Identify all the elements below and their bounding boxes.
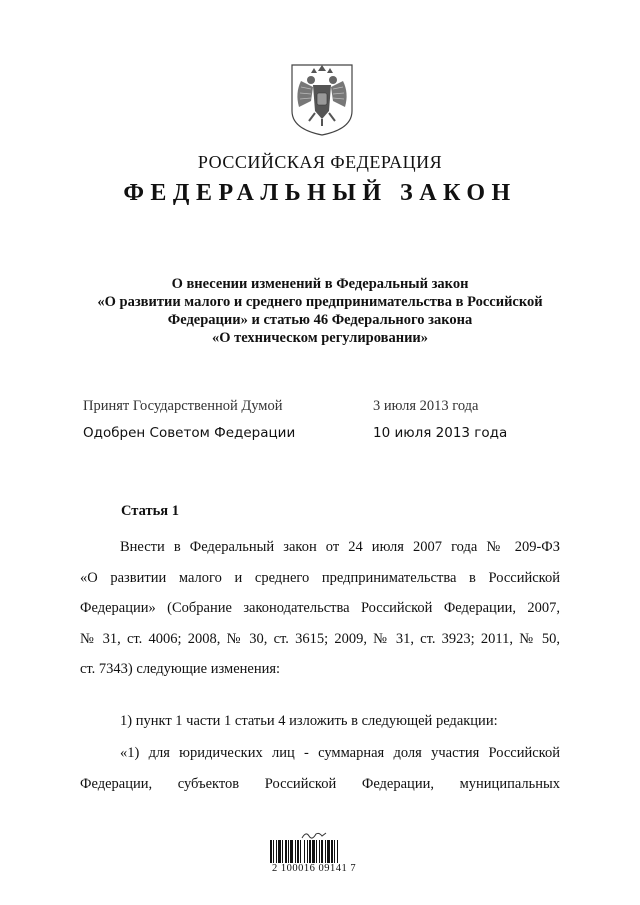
barcode-bar bbox=[327, 840, 330, 863]
barcode-bar bbox=[278, 840, 281, 863]
council-approval-label: Одобрен Советом Федерации bbox=[83, 425, 296, 441]
barcode-bar bbox=[307, 840, 308, 863]
barcode-bars bbox=[270, 840, 356, 863]
council-approval-row bbox=[83, 425, 523, 445]
duma-adoption-label: Принят Государственной Думой bbox=[83, 398, 283, 414]
barcode-bar bbox=[337, 840, 338, 863]
barcode-number: 2 100016 09141 7 bbox=[271, 863, 357, 874]
barcode-bar bbox=[325, 840, 326, 863]
paragraph-line: № 31, ст. 4006; 2008, № 30, ст. 3615; 2009, № 31, ст. 3923; 2011, № 50, bbox=[80, 630, 560, 647]
law-title-line: «О техническом регулировании» bbox=[211, 330, 429, 346]
signature-mark-icon bbox=[300, 830, 328, 840]
barcode-bar bbox=[304, 840, 305, 863]
document-barcode bbox=[266, 830, 362, 880]
barcode-bar bbox=[273, 840, 274, 863]
article-paragraph-2 bbox=[80, 706, 560, 737]
article-heading: Статья 1 bbox=[121, 503, 179, 519]
paragraph-line: Федерации, субъектов Российской Федерации, муниципальных bbox=[80, 775, 560, 792]
paragraph-line: «1) для юридических лиц - суммарная доля участия Российской bbox=[120, 745, 560, 761]
barcode-bar bbox=[334, 840, 335, 863]
paragraph-line: Внести в Федеральный закон от 24 июля 2007 года № 209-ФЗ bbox=[120, 539, 560, 555]
coat-of-arms-emblem bbox=[289, 63, 355, 137]
barcode-bar bbox=[331, 840, 333, 863]
paragraph-line: ст. 7343) следующие изменения: bbox=[80, 661, 281, 677]
barcode-bar bbox=[285, 840, 287, 863]
duma-adoption-row bbox=[83, 398, 523, 418]
barcode-bar bbox=[276, 840, 277, 863]
barcode-bar bbox=[319, 840, 320, 863]
law-title-line: «О развитии малого и среднего предпринимательства в Российской bbox=[97, 294, 543, 310]
paragraph-line: 1) пункт 1 части 1 статьи 4 изложить в следующей редакции: bbox=[120, 713, 498, 729]
barcode-bar bbox=[295, 840, 296, 863]
law-type-heading: ФЕДЕРАЛЬНЫЙ ЗАКОН bbox=[123, 180, 517, 206]
double-headed-eagle-icon bbox=[289, 63, 355, 137]
council-approval-date: 10 июля 2013 года bbox=[373, 425, 508, 441]
barcode-bar bbox=[282, 840, 283, 863]
barcode-bar bbox=[321, 840, 323, 863]
country-name: РОССИЙСКАЯ ФЕДЕРАЦИЯ bbox=[197, 152, 443, 172]
barcode-bar bbox=[300, 840, 301, 863]
article-paragraph-3 bbox=[80, 738, 560, 799]
paragraph-line: Федерации» (Собрание законодательства Российской Федерации, 2007, bbox=[80, 600, 560, 616]
barcode-bar bbox=[316, 840, 317, 863]
law-title-line: О внесении изменений в Федеральный закон bbox=[171, 276, 469, 292]
barcode-bar bbox=[312, 840, 315, 863]
barcode-bar bbox=[309, 840, 311, 863]
barcode-bar bbox=[270, 840, 272, 863]
barcode-bar bbox=[297, 840, 299, 863]
law-title-line: Федерации» и статью 46 Федерального закона bbox=[167, 312, 473, 328]
paragraph-line: «О развитии малого и среднего предпринимательства в Российской bbox=[80, 569, 560, 586]
barcode-bar bbox=[290, 840, 293, 863]
article-paragraph-1 bbox=[80, 532, 560, 685]
barcode-bar bbox=[288, 840, 289, 863]
law-title bbox=[0, 275, 640, 347]
duma-adoption-date: 3 июля 2013 года bbox=[373, 398, 479, 414]
